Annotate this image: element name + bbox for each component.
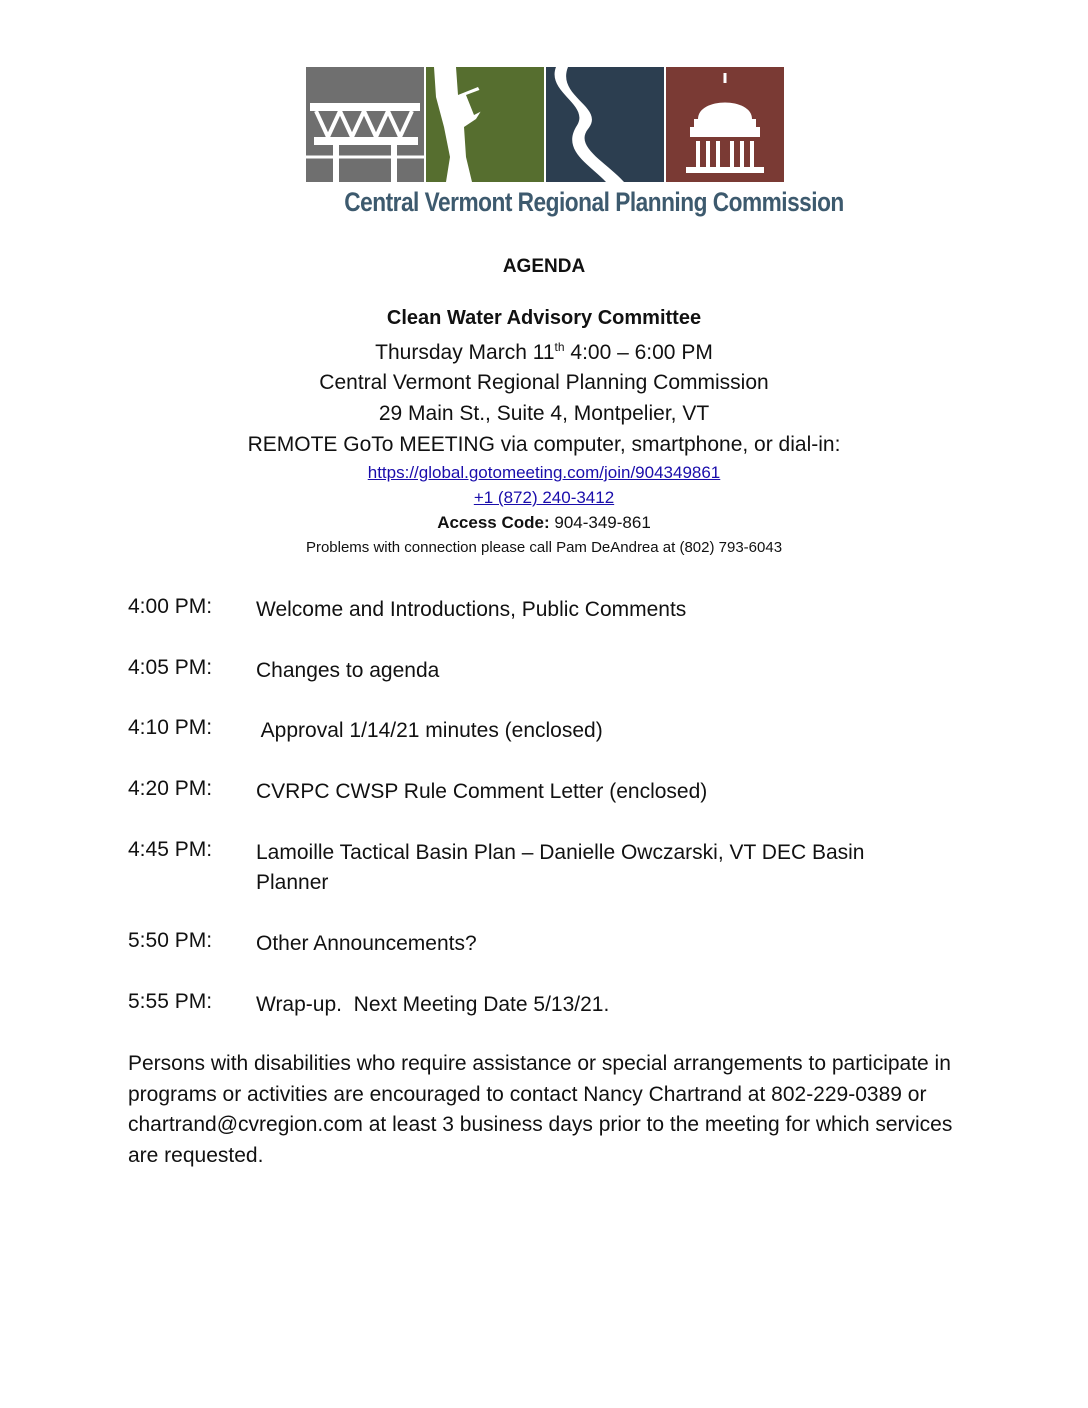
- remote-meeting-line: REMOTE GoTo MEETING via computer, smartphone, or dial-in:: [247, 433, 841, 456]
- agenda-item-description: Welcome and Introductions, Public Comments: [256, 598, 687, 621]
- address-line: 29 Main St., Suite 4, Montpelier, VT: [378, 402, 710, 425]
- phone-row: [0, 488, 1088, 508]
- date-suffix: th: [554, 340, 565, 354]
- meeting-url-row: [0, 463, 1088, 483]
- meeting-url-link[interactable]: https://global.gotomeeting.com/join/904349861: [367, 463, 721, 482]
- agenda-item-description: CVRPC CWSP Rule Comment Letter (enclosed): [256, 780, 708, 803]
- agenda-item-time: 5:55 PM:: [128, 990, 213, 1013]
- committee-name: Clean Water Advisory Committee: [386, 307, 702, 329]
- agenda-item-description: Approval 1/14/21 minutes (enclosed): [256, 719, 603, 742]
- agenda-item-time: 4:00 PM:: [128, 595, 213, 618]
- org-name-wordmark: Central Vermont Regional Planning Commission: [344, 187, 844, 217]
- agenda-item-description: Changes to agenda: [256, 659, 440, 682]
- agenda-item-time: 4:20 PM:: [128, 777, 213, 800]
- connection-problems-note: Problems with connection please call Pam DeAndrea at (802) 793-6043: [305, 539, 783, 556]
- agenda-item-description: Other Announcements?: [256, 932, 477, 955]
- date-prefix: Thursday March 11: [375, 341, 555, 364]
- accessibility-note: Persons with disabilities who require assistance or special arrangements to participate in programs or activities are encouraged to contact Nancy Chartrand at 802-229-0389 or chartrand@cvregion.com at least 3 business days prior to the meeting for which services are requested.: [128, 1052, 953, 1167]
- agenda-item-time: 5:50 PM:: [128, 929, 213, 952]
- agenda-item-description: Lamoille Tactical Basin Plan – Danielle Owczarski, VT DEC Basin Planner: [256, 841, 865, 894]
- phone-link[interactable]: +1 (872) 240-3412: [473, 488, 615, 507]
- access-code-line: [0, 513, 1088, 533]
- meeting-date: [0, 341, 1088, 365]
- logo-graphic: [306, 67, 784, 182]
- cvrpc-logo: [306, 67, 844, 229]
- organization-line: Central Vermont Regional Planning Commission: [319, 371, 769, 394]
- time-range: 4:00 – 6:00 PM: [570, 341, 713, 364]
- agenda-item-time: 4:45 PM:: [128, 838, 213, 861]
- agenda-item-time: 4:05 PM:: [128, 656, 213, 679]
- access-code-value: 904-349-861: [554, 513, 651, 532]
- agenda-item-description: Wrap-up. Next Meeting Date 5/13/21.: [256, 993, 610, 1016]
- agenda-item-time: 4:10 PM:: [128, 716, 213, 739]
- agenda-title: AGENDA: [502, 256, 586, 277]
- access-code-label: Access Code:: [437, 513, 550, 532]
